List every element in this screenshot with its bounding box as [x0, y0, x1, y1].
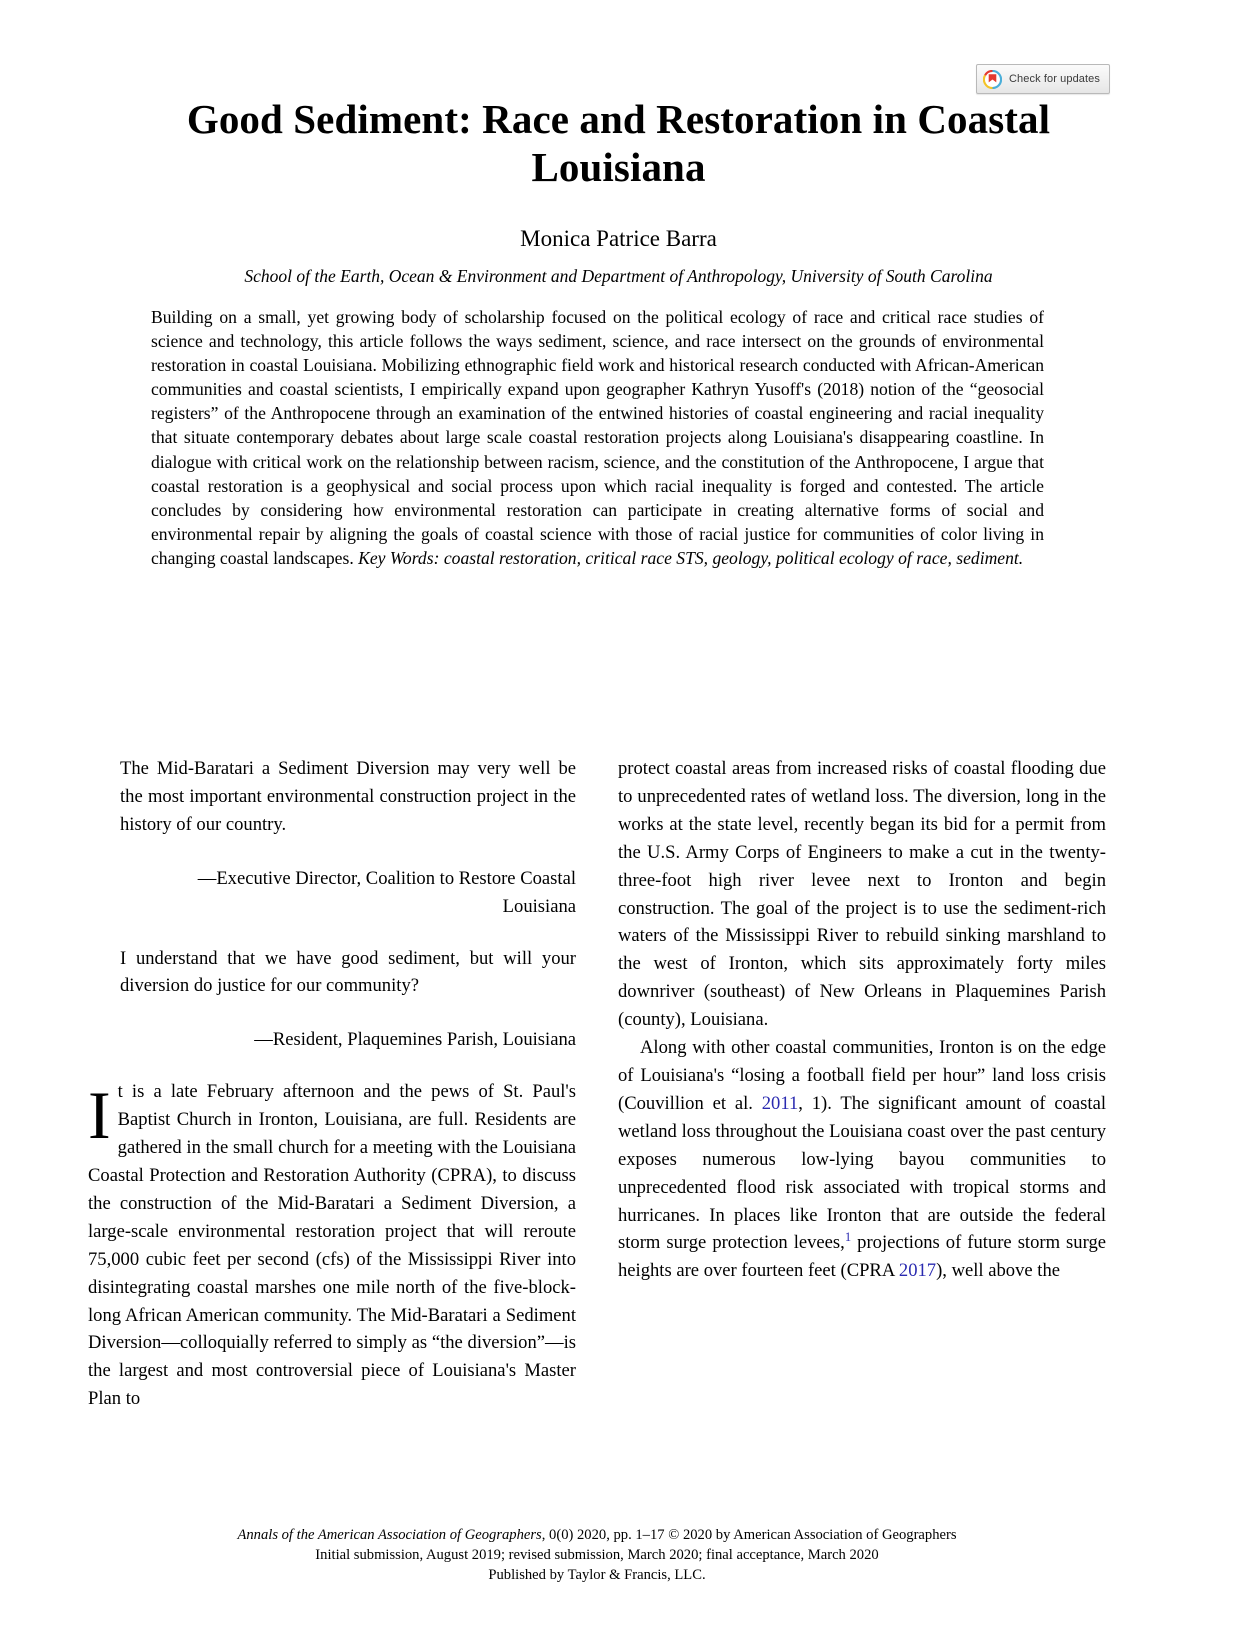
- page-title: Good Sediment: Race and Restoration in Coastal Louisiana: [186, 96, 1051, 191]
- body-paragraph-3: [618, 1034, 1106, 1285]
- left-column: [88, 755, 576, 1410]
- check-for-updates-badge[interactable]: [976, 64, 1110, 94]
- footer-line-3: Published by Taylor & Francis, LLC.: [488, 1567, 706, 1583]
- drop-cap: I: [88, 1077, 111, 1154]
- body-paragraph-3-part-d: ), well above the: [936, 1260, 1060, 1282]
- crossmark-icon: [983, 70, 1002, 89]
- footer-line-1: [88, 1525, 1106, 1545]
- abstract: [151, 305, 1044, 570]
- epigraph-1: The Mid-Baratari a Sediment Diversion may very well be the most important environmental construction project in the history of our country.: [120, 758, 576, 835]
- abstract-text: Building on a small, yet growing body of scholarship focused on the political ecology of race and critical race studies of science and technology, this article follows the ways sediment, science, and race intersect on the grounds of environmental restoration in coastal Louisiana. Mobilizing ethnographic field work and historical research conducted with African-American communities and coastal scientists, I empirically expand upon geographer Kathryn Yusoff's (2018) notion of the “geosocial registers” of the Anthropocene through an examination of the entwined histories of coastal engineering and racial inequality that situate contemporary debates about large scale coastal restoration projects along Louisiana's disappearing coastline. In dialogue with critical work on the relationship between racism, science, and the constitution of the Anthropocene, I argue that coastal restoration is a geophysical and social process upon which racial inequality is forged and contested. The article concludes by considering how environmental restoration can participate in creating alternative forms of social and environmental repair by aligning the goals of coastal science with those of racial justice for communities of color living in changing coastal landscapes.: [151, 307, 1044, 568]
- footer-line-2: Initial submission, August 2019; revised submission, March 2020; final acceptance, March 2020: [315, 1547, 879, 1563]
- body-paragraph-3-part-c: projections of future storm surge heights are over fourteen feet (CPRA: [618, 1232, 1106, 1282]
- author-name: Monica Patrice Barra: [520, 226, 717, 251]
- keywords-list: coastal restoration, critical race STS, geology, political ecology of race, sediment.: [439, 547, 1024, 568]
- footer-journal-name: Annals of the American Association of Geographers: [237, 1527, 542, 1543]
- body-paragraph-1-text: t is a late February afternoon and the pews of St. Paul's Baptist Church in Ironton, Louisiana, are full. Residents are gathered in the small church for a meeting with the Louisiana Coastal Protection and Restoration Authority (CPRA), to discuss the construction of the Mid-Baratari a Sediment Diversion, a large-scale environmental restoration project that will reroute 75,000 cubic feet per second (cfs) of the Mississippi River into disintegrating coastal marshes one mile north of the five-block-long African American community. The Mid-Baratari a Sediment Diversion—colloquially referred to simply as “the diversion”—is the largest and most controversial piece of Louisiana's Master Plan to: [88, 1081, 576, 1410]
- page-footer: [88, 1525, 1106, 1585]
- citation-link-cpra-2017[interactable]: 2017: [898, 1260, 937, 1282]
- epigraph-2-attribution: —Resident, Plaquemines Parish, Louisiana: [254, 1029, 576, 1051]
- body-paragraph-1: [88, 1078, 576, 1413]
- footer-line-1-rest: , 0(0) 2020, pp. 1–17 © 2020 by American Association of Geographers: [541, 1527, 957, 1543]
- citation-link-couvillion-2011[interactable]: 2011: [761, 1092, 799, 1114]
- author-affiliation: School of the Earth, Ocean & Environment and Department of Anthropology, University of South Carolina: [244, 266, 993, 286]
- epigraph-1-attribution: —Executive Director, Coalition to Restore Coastal Louisiana: [197, 867, 576, 917]
- keywords-label: Key Words:: [358, 547, 440, 568]
- body-paragraph-3-part-b: , 1). The significant amount of coastal wetland loss throughout the Louisiana coast over the past century exposes numerous low-lying bayou communities to unprecedented flood risk associated with tropical storms and hurricanes. In places like Ironton that are outside the federal storm surge protection levees,: [618, 1092, 1106, 1254]
- footnote-marker-1[interactable]: 1: [844, 1230, 852, 1245]
- body-columns: [88, 755, 1106, 1410]
- body-paragraph-3-part-a: Along with other coastal communities, Ironton is on the edge of Louisiana's “losing a football field per hour” land loss crisis (Couvillion et al.: [618, 1037, 1106, 1114]
- epigraph-2: I understand that we have good sediment, but will your diversion do justice for our community?: [120, 947, 576, 997]
- right-column: [618, 755, 1106, 1395]
- body-paragraph-2: protect coastal areas from increased risks of coastal flooding due to unprecedented rates of wetland loss. The diversion, long in the works at the state level, recently began its bid for a permit from the U.S. Army Corps of Engineers to make a cut in the twenty-three-foot high river levee next to Ironton and begin construction. The goal of the project is to use the sediment-rich waters of the Mississippi River to rebuild sinking marshland to the west of Ironton, which sits approximately forty miles downriver (southeast) of New Orleans in Plaquemines Parish (county), Louisiana.: [618, 758, 1106, 1031]
- check-for-updates-label: Check for updates: [1009, 73, 1100, 85]
